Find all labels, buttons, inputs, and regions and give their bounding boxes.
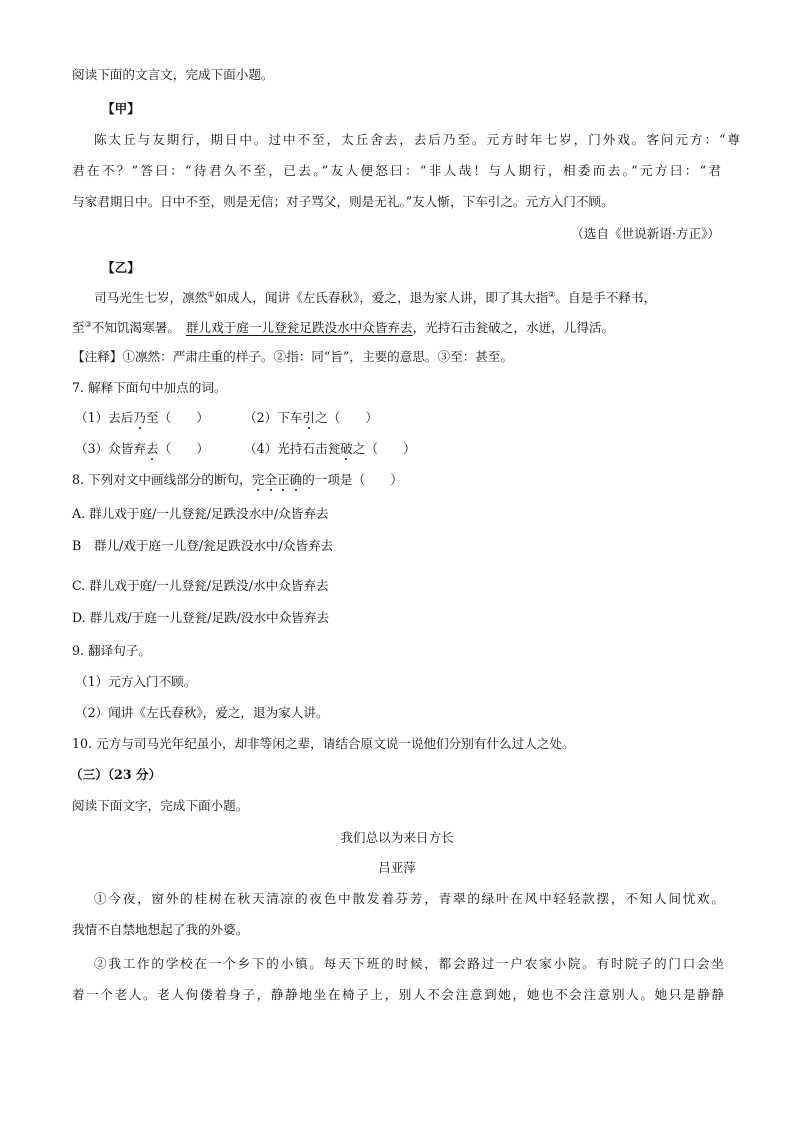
q9-sentence-1: （1）元方入门不顾。 (75, 674, 197, 689)
yi-line-2: 至③不知饥渴寒暑。 群儿戏于庭一儿登瓮足跌没水中众皆弃去，光持石击瓮破之，水迸，儿得活。 (72, 319, 615, 335)
article-p1-line-1: ①今夜，窗外的桂树在秋天清凉的夜色中散发着芬芳，青翠的绿叶在风中轻轻款摆，不知人间忧欢。 (94, 891, 724, 906)
emphasis-char: 完 (251, 472, 265, 487)
jia-line-3: 与家君期日中。日中不至，则是无信；对子骂父，则是无礼。”友人惭，下车引之。元方入门不顾。 (72, 194, 614, 209)
emphasis-char: 正 (276, 472, 290, 487)
q7-item-2: （2）下车引之（ ） (244, 410, 378, 425)
article-p2-line-2: 着一个老人。老人佝偻着身子，静静地坐在椅子上，别人不会注意到她，她也不会注意别人。她只是静静 (72, 987, 724, 1002)
emphasis-char: 确 (289, 472, 303, 487)
underlined-sentence: 群儿戏于庭一儿登瓮足跌没水中众皆弃去 (185, 320, 413, 335)
jia-line-2: 君在不？”答曰：“待君久不至，已去。”友人便怒曰：“非人哉！与人期行，相委而去。”元方曰：“君 (72, 163, 721, 178)
article-author: 吕亚萍 (378, 860, 416, 875)
emphasis-char: 全 (264, 472, 277, 487)
q7-item-3: （3）众皆弃去（ ） (75, 441, 209, 456)
q8-option-c: C. 群儿戏于庭/一儿登瓮/足跌没/水中众皆弃去 (72, 578, 329, 593)
section-3-heading: （三）（23 分） (70, 767, 162, 782)
yi-line-1: 司马光生七岁，凛然①如成人，闻讲《左氏春秋》，爱之，退为家人讲，即了其大指②。自是手不释书， (94, 289, 657, 305)
wenyan-intro: 阅读下面的文言文，完成下面小题。 (72, 67, 274, 82)
q8-option-b: B 群儿/戏于庭一儿登/瓮足跌没水中/众皆弃去 (72, 538, 334, 553)
q9-title: 9. 翻译句子。 (72, 643, 151, 658)
annotation: 【注释】①凛然：严肃庄重的样子。②指：同“旨”，主要的意思。③至：甚至。 (72, 349, 514, 364)
article-p2-line-1: ②我工作的学校在一个乡下的小镇。每天下班的时候，都会路过一户农家小院。有时院子的门口会坐 (94, 956, 724, 971)
jia-line-1: 陈太丘与友期行，期日中。过中不至，太丘舍去，去后乃至。元方时年七岁，门外戏。客问元方：“尊 (94, 132, 740, 147)
yi-label: 【乙】 (102, 260, 140, 275)
q7-title: 7. 解释下面句中加点的词。 (72, 380, 227, 395)
jia-label: 【甲】 (102, 101, 140, 116)
q8-option-d: D. 群儿戏/于庭一儿登瓮/足跌/没水中众皆弃去 (72, 610, 330, 625)
jia-source: （选自《世说新语·方正》） (571, 226, 720, 241)
q7-item-1: （1）去后乃至（ ） (75, 410, 209, 425)
article-p1-line-2: 我情不自禁地想起了我的外婆。 (72, 922, 249, 937)
emphasis-dots (252, 472, 302, 487)
q10-title: 10. 元方与司马光年纪虽小，却非等闲之辈，请结合原文说一说他们分别有什么过人之处。 (72, 736, 575, 751)
modern-intro: 阅读下面文字，完成下面小题。 (72, 798, 249, 813)
q8-option-a: A. 群儿戏于庭/一儿登瓮/足跌没水中/众皆弃去 (72, 506, 329, 521)
q8-title: 8. 下列对文中画线部分的断句，完全正确的一项是（ ） (72, 472, 403, 487)
q7-item-4: （4）光持石击瓮破之（ ） (244, 441, 416, 456)
q9-sentence-2: （2）闻讲《左氏春秋》，爱之，退为家人讲。 (75, 705, 329, 720)
article-title: 我们总以为来日方长 (340, 830, 454, 845)
